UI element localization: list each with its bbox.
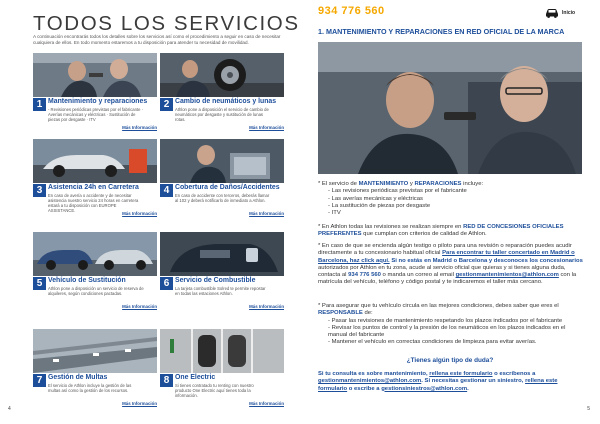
card-title: Asistencia 24h en Carretera <box>48 184 139 191</box>
card-description: El servicio de Athlon incluye la gestión de las multas así como la gestión de los recursos. <box>48 383 132 393</box>
page-number: 4 <box>8 406 11 412</box>
service-card-electric <box>160 329 284 406</box>
mechanics-photo <box>33 53 157 97</box>
responsibility-list <box>318 318 584 347</box>
card-description: En caso de accidente con terceros, deberás llamar al 102 y deberá notificarlo de inmediato a Athlon. <box>175 193 270 203</box>
card-description: Si tienes contratado tu renting con nuestro producto One Electric aquí tienes toda la información. <box>175 383 254 398</box>
more-info-link[interactable]: Más Información <box>249 211 284 216</box>
list-item: - ITV <box>328 210 341 217</box>
body-text: autorizados por Athlon en tu zona, acude al servicio oficial que quieras y si tienes alguna duda, contacta al <box>318 264 566 279</box>
form-link[interactable]: rellena este formulario <box>429 371 493 377</box>
more-info-link[interactable]: Más Información <box>249 304 284 309</box>
card-number: 7 <box>33 374 46 387</box>
keyword-responsible: RESPONSABLE <box>318 310 363 317</box>
card-title: Servicio de Combustible <box>175 277 256 284</box>
body-text: o manda un correo al email <box>380 272 456 279</box>
list-item: - Las revisiones periódicas previstas por el fabricante <box>328 188 467 195</box>
more-info-link[interactable]: Más Información <box>249 401 284 406</box>
contact-block <box>318 371 584 393</box>
intro-text: A continuación encontrarás todos los detalles sobre los servicios así como el procedimiento a seguir en caso de necesitar cualquiera de ellos. En todo momento estaremos a tu disposición para atender tu necesidad de movilidad. <box>33 34 281 45</box>
card-title: Mantenimiento y reparaciones <box>48 98 148 105</box>
service-card-replacement <box>33 232 157 309</box>
tire-change-photo <box>160 53 284 97</box>
card-description: Athlon pone a disposición un servicio de reserva de alquileres, según condiciones pactadas. <box>48 286 144 296</box>
body-text: * Para asegurar que tu vehículo circula en las mejores condiciones, debes saber que eres el <box>318 303 559 309</box>
card-number: 8 <box>160 374 173 387</box>
body-text: . Si necesitas gestionar un siniestro, <box>421 378 526 385</box>
card-description: Athlon pone a disposición el servicio de cambio de neumáticos por desgaste y sustitución de lunas rotas. <box>175 107 269 122</box>
body-text: y <box>408 181 415 187</box>
car-rental-photo <box>33 232 157 276</box>
keyword-maintenance: MANTENIMIENTO <box>358 181 409 187</box>
mechanics-hero-photo <box>318 42 582 174</box>
list-item: - Mantener el vehículo en correctas condiciones de limpieza para evitar averías. <box>328 339 537 346</box>
question-heading: ¿Tienes algún tipo de duda? <box>406 357 494 364</box>
card-description: En caso de avería o accidente y de necesitar asistencia nuestro servicio 24 horas en carretera estará a tu disposición con EUROPE ASSISTANCE. <box>48 193 139 213</box>
card-number: 1 <box>33 98 46 111</box>
right-page <box>300 0 600 424</box>
list-item: - Pasar las revisiones de mantenimiento respetando los plazos indicados por el fabricante <box>328 317 563 324</box>
list-item: - Revisar los puntos de control y la presión de los neumáticos en los plazos indicados en el manual del fabricante <box>328 324 566 339</box>
more-info-link[interactable]: Más Información <box>122 401 157 406</box>
card-title: Cambio de neumáticos y lunas <box>175 98 277 105</box>
roadside-photo <box>33 139 157 183</box>
body-text: con la matrícula del vehículo, teléfono y código postal y te indicaremos el taller más cercano. <box>318 272 577 286</box>
card-number: 6 <box>160 277 173 290</box>
body-text: Si tu consulta es sobre mantenimiento, <box>318 371 430 377</box>
service-card-tires <box>160 53 284 130</box>
damage-photo <box>160 139 284 183</box>
email-link[interactable]: gestionmantenimientos@athlon.com <box>318 378 422 385</box>
card-number: 5 <box>33 277 46 290</box>
card-number: 3 <box>33 184 46 197</box>
list-item: - Las averías mecánicas y eléctricas <box>328 195 423 202</box>
services-included-block <box>318 181 584 217</box>
body-text: . <box>467 385 469 392</box>
responsibility-block <box>318 303 584 347</box>
included-list <box>318 188 584 217</box>
service-card-fines <box>33 329 157 406</box>
workshop-link[interactable]: Para encontrar tu taller concertado en Madrid o Barcelona, haz click aquí. <box>318 250 575 264</box>
body-text: o escribe a <box>347 385 382 392</box>
body-text: que cumplan con criterios de calidad de Athlon. <box>361 231 487 238</box>
card-title: Gestión de Multas <box>48 374 108 381</box>
card-title: Vehículo de Sustitución <box>48 277 126 284</box>
dealers-link[interactable]: Si no estás en Madrid o Barcelona y desconoces los concesionarios <box>389 257 583 264</box>
page-title: TODOS LOS SERVICIOS <box>33 12 300 35</box>
card-title: Cobertura de Daños/Accidentes <box>175 184 280 191</box>
service-card-roadside <box>33 139 157 216</box>
email-link[interactable]: gestionmantenimientos@athlon.com <box>455 272 559 279</box>
body-text: * En caso de que se encienda algún testigo o piloto para una revisión o reparación puedes acudir directamente a tu concesionario habitual oficial <box>318 243 572 257</box>
more-info-link[interactable]: Más Información <box>122 211 157 216</box>
service-card-fuel <box>160 232 284 309</box>
fuel-photo <box>160 232 284 276</box>
keyword-repairs: REPARACIONES <box>414 181 462 187</box>
home-link[interactable]: Inicio <box>562 10 576 16</box>
phone-number[interactable]: 934 776 560 <box>318 5 385 17</box>
card-title: One Electric <box>175 374 216 381</box>
body-text: de: <box>362 310 373 317</box>
body-text: incluye: <box>461 181 484 187</box>
more-info-link[interactable]: Más Información <box>122 304 157 309</box>
body-text: o escríbenos a <box>492 371 536 377</box>
body-text: * En Athlon todas las revisiones se realizan siempre en <box>318 224 464 230</box>
official-network-block <box>318 224 584 239</box>
list-item: - La sustitución de piezas por desgaste <box>328 202 431 209</box>
card-description: - Revisiones periódicas previstas por el fabricante · Averías mecánicas y eléctricas · Sustitución de piezas por desgaste · ITV <box>48 107 143 122</box>
email-link[interactable]: gestionsiniestros@athlon.com <box>381 385 468 392</box>
service-card-damage <box>160 139 284 216</box>
page-number: 5 <box>587 406 590 412</box>
service-card-maintenance <box>33 53 157 130</box>
section-title: 1. MANTENIMIENTO Y REPARACIONES EN RED OFICIAL DE LA MARCA <box>318 27 565 36</box>
form-link[interactable]: rellena este formulario <box>318 378 558 392</box>
card-number: 4 <box>160 184 173 197</box>
keyword-network: RED DE CONCESIONES OFICIALES PREFERENTES <box>318 224 564 238</box>
body-text: * El servicio de <box>318 181 359 187</box>
phone-link[interactable]: 934 776 560 <box>348 272 381 279</box>
more-info-link[interactable]: Más Información <box>122 125 157 130</box>
card-description: La tarjeta combustible Solred te permite repostar en todas las estaciones Athlon. <box>175 286 266 296</box>
car-icon[interactable] <box>545 8 559 18</box>
more-info-link[interactable]: Más Información <box>249 125 284 130</box>
card-number: 2 <box>160 98 173 111</box>
electric-cars-photo <box>160 329 284 373</box>
warning-light-block <box>318 243 584 287</box>
highway-photo <box>33 329 157 373</box>
